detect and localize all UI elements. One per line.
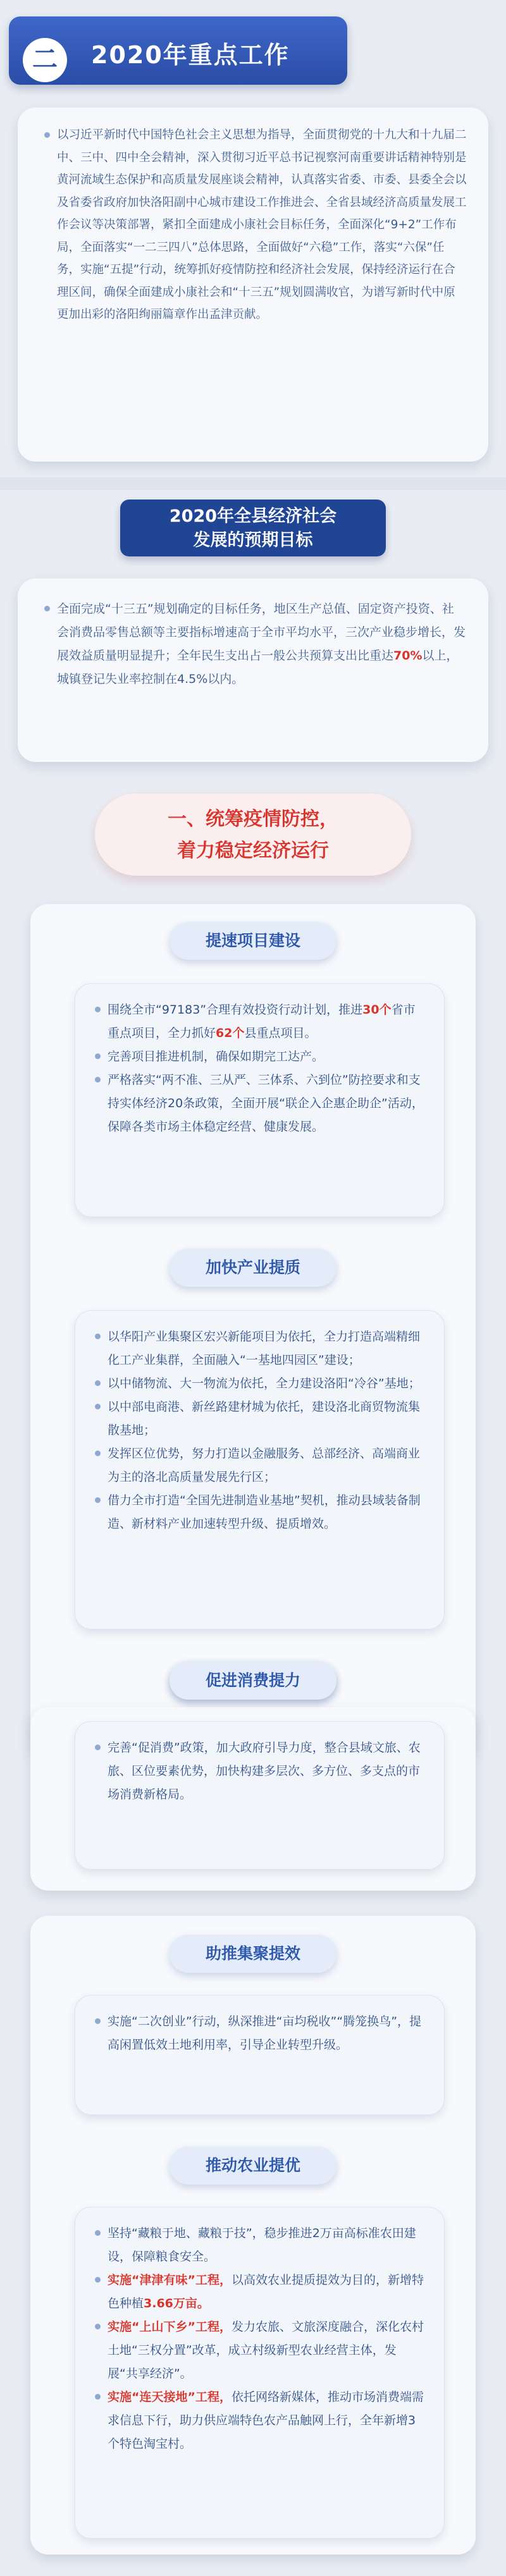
industry-item-4: 发挥区位优势，努力打造以金融服务、总部经济、高端商业为主的洛北高质量发展先行区； [94,1442,426,1489]
agri-item-3-highlight: 实施“上山下乡”工程， [108,2320,231,2334]
cluster-box [75,1995,445,2115]
intro-paragraph: 以习近平新时代中国特色社会主义思想为指导，全面贯彻党的十九大和十九届二中、三中、四中全会精神，深入贯彻习近平总书记视察河南重要讲话精神特别是黄河流域生态保护和高质量发展座谈会精神，认真落实省委、市委、县委全会以及省委省政府加快洛阳副中心城市建设工作推进会、全省县域经济高质量发展工作会议等决策部署，紧扣全面建成小康社会目标任务，全面深化“9+2”工作布局，全面落实“一二三四八”总体思路，全面做好“六稳”工作，落实“六保”任务，实施“五提”行动，统筹抓好疫情防控和经济社会发展，保持经济运行在合理区间，确保全面建成小康社会和“十三五”规划圆满收官，为谱写新时代中原更加出彩的洛阳绚丽篇章作出孟津贡献。 [43,124,467,326]
goals-banner-line2: 发展的预期目标 [193,531,313,550]
cluster-title-pill: 助推集聚提效 [170,1935,336,1973]
agri-item-4-text: 依托网络新媒体，推动市场消费端需求信息下行，助力供应端特色农产品触网上行，全年新增3个特色淘宝村。 [108,2390,424,2451]
industry-title-pill: 加快产业提质 [170,1249,336,1287]
project-item-1-highlight-2: 62个 [216,1026,245,1040]
section1-heading [95,794,411,876]
agri-box [75,2207,445,2539]
project-title-pill: 提速项目建设 [170,922,336,960]
agri-item-4-highlight: 实施“连天接地”工程， [108,2390,231,2404]
project-box [75,983,445,1217]
industry-item-1: 以华阳产业集聚区宏兴新能项目为依托，全力打造高端精细化工产业集群，全面融入“一基地四园区”建设； [94,1325,426,1372]
goals-highlight: 70% [393,649,423,663]
goals-paragraph [43,598,466,691]
industry-item-2: 以中储物流、大一物流为依托，全力建设洛阳“冷谷”基地； [94,1372,426,1395]
section-number-badge: 二 [23,38,67,82]
section-title: 2020年重点工作 [91,41,290,69]
goals-card [18,579,488,762]
section1-heading-line2: 着力稳定经济运行 [177,840,329,862]
goals-text-b: 以上，城镇登记失业率控制在4.5%以内。 [57,649,459,686]
goals-banner-line1: 2020年全县经济社会 [169,506,337,526]
project-item-1-text-b: 省市重点项目，全力抓好 [108,1003,416,1040]
agri-item-2 [94,2269,426,2315]
industry-item-3: 以中部电商港、新丝路建材城为依托，建设洛北商贸物流集散基地； [94,1395,426,1442]
agri-item-2-highlight-2: 3.66万亩。 [144,2297,209,2310]
agri-item-3 [94,2315,426,2386]
project-item-1-highlight-1: 30个 [362,1003,392,1017]
agri-item-2-text: 以高效农业提质提效为目的，新增特色种植 [108,2273,424,2310]
industry-item-5: 借力全市打造“全国先进制造业基地”契机，推动县域装备制造、新材料产业加速转型升级、提质增效。 [94,1489,426,1536]
goals-text-a: 全面完成“十三五”规划确定的目标任务，地区生产总值、固定资产投资、社会消费品零售总额等主要指标增速高于全市平均水平，三次产业稳步增长，发展效益质量明显提升；全年民生支出占一般公共预算支出比重达 [57,602,466,663]
section-header-tab [9,16,347,85]
agri-item-2-highlight: 实施“津津有味”工程， [108,2273,231,2287]
consume-title-text: 促进消费提力 [205,1671,300,1690]
project-item-3: 严格落实“两不准、三从严、三体系、六到位”防控要求和支持实体经济20条政策，全面开展“联企入企惠企助企”活动，保障各类市场主体稳定经营、健康发展。 [94,1069,426,1139]
project-item-2: 完善项目推进机制，确保如期完工达产。 [94,1045,426,1069]
agri-item-1: 坚持“藏粮于地、藏粮于技”，稳步推进2万亩高标准农田建设，保障粮食安全。 [94,2222,426,2269]
agri-item-3-text: 发力农旅、文旅深度融合，深化农村土地“三权分置”改革，成立村级新型农业经营主体，发展“共享经济”。 [108,2320,424,2381]
intro-card [18,107,488,462]
agri-item-4 [94,2386,426,2456]
project-item-1-text-a: 围绕全市“97183”合理有效投资行动计划，推进 [108,1003,363,1017]
project-item-1-text-c: 县重点项目。 [244,1026,317,1040]
goals-banner [120,500,386,556]
project-item-1 [94,998,426,1045]
consume-text: 完善“促消费”政策，加大政府引导力度，整合县域文旅、农旅、区位要素优势，加快构建多层次、多方位、多支点的市场消费新格局。 [94,1736,426,1806]
agri-title-pill: 推动农业提优 [170,2147,336,2185]
cluster-text: 实施“二次创业”行动，纵深推进“亩均税收”“腾笼换鸟”，提高闲置低效土地利用率，引导企业转型升级。 [94,2010,426,2057]
section1-heading-line1: 一、统筹疫情防控， [168,808,338,830]
consume-title-pill-front [170,1662,336,1700]
section-divider [0,477,506,490]
consume-content-box [75,1721,445,1870]
industry-box [75,1310,445,1629]
